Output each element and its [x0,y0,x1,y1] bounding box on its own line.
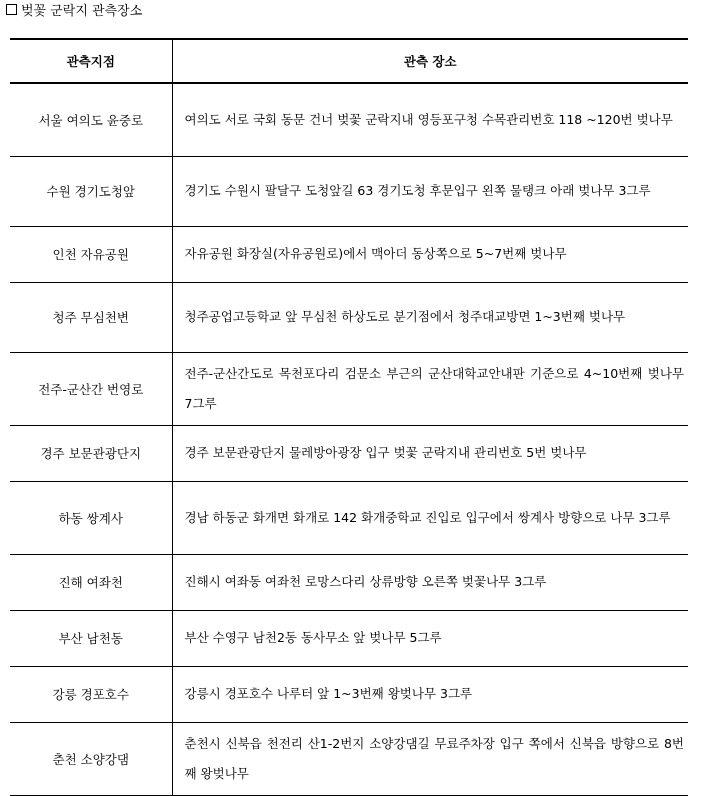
table-row [10,156,688,226]
table-row [10,282,688,352]
row-place-desc: 청주공업고등학교 앞 무심천 하상도로 분기점에서 청주대교방면 1~3번째 벚나무 [172,282,688,352]
row-place-desc: 경기도 수원시 팔달구 도청앞길 63 경기도청 후문입구 왼쪽 물탱크 아래 벚나무 3그루 [172,156,688,226]
table-row [10,554,688,610]
row-place-desc: 춘천시 신북읍 천전리 산1-2번지 소양강댐길 무료주차장 입구 쪽에서 신북읍 방향으로 8번째 왕벚나무 [172,722,688,795]
table-header-row [10,39,688,83]
row-point-name: 하동 쌍계사 [10,481,172,554]
row-place-desc: 진해시 여좌동 여좌천 로망스다리 상류방향 오른쪽 벚꽃나무 3그루 [172,554,688,610]
header-observation-place: 관측 장소 [172,39,688,83]
row-point-name: 진해 여좌천 [10,554,172,610]
row-place-desc: 강릉시 경포호수 나루터 앞 1~3번째 왕벚나무 3그루 [172,666,688,722]
section-heading-text: 벚꽃 군락지 관측장소 [21,4,143,19]
row-point-name: 청주 무심천변 [10,282,172,352]
row-place-desc: 전주-군산간도로 목천포다리 검문소 부근의 군산대학교안내판 기준으로 4~10번째 벚나무 7그루 [172,352,688,425]
checkbox-square-icon [6,4,17,15]
row-point-name: 수원 경기도청앞 [10,156,172,226]
table-row [10,352,688,425]
row-point-name: 경주 보문관광단지 [10,425,172,481]
table-row [10,481,688,554]
row-place-desc: 여의도 서로 국회 동문 건너 벚꽃 군락지내 영등포구청 수목관리번호 118 ~120번 벚나무 [172,83,688,156]
table-row [10,610,688,666]
row-place-desc: 경남 하동군 화개면 화개로 142 화개중학교 진입로 입구에서 쌍계사 방향으로 나무 3그루 [172,481,688,554]
row-point-name: 전주-군산간 번영로 [10,352,172,425]
table-row [10,722,688,795]
header-observation-point: 관측지점 [10,39,172,83]
row-point-name: 강릉 경포호수 [10,666,172,722]
row-point-name: 부산 남천동 [10,610,172,666]
table-row [10,83,688,156]
row-place-desc: 부산 수영구 남천2동 동사무소 앞 벚나무 5그루 [172,610,688,666]
observation-spots-table [10,38,688,796]
row-point-name: 인천 자유공원 [10,226,172,282]
row-place-desc: 자유공원 화장실(자유공원로)에서 맥아더 동상쪽으로 5~7번째 벚나무 [172,226,688,282]
table-row [10,666,688,722]
row-point-name: 서울 여의도 윤중로 [10,83,172,156]
section-heading [6,4,142,20]
table-row [10,425,688,481]
table-row [10,226,688,282]
row-point-name: 춘천 소양강댐 [10,722,172,795]
row-place-desc: 경주 보문관광단지 물레방아광장 입구 벚꽃 군락지내 관리번호 5번 벚나무 [172,425,688,481]
